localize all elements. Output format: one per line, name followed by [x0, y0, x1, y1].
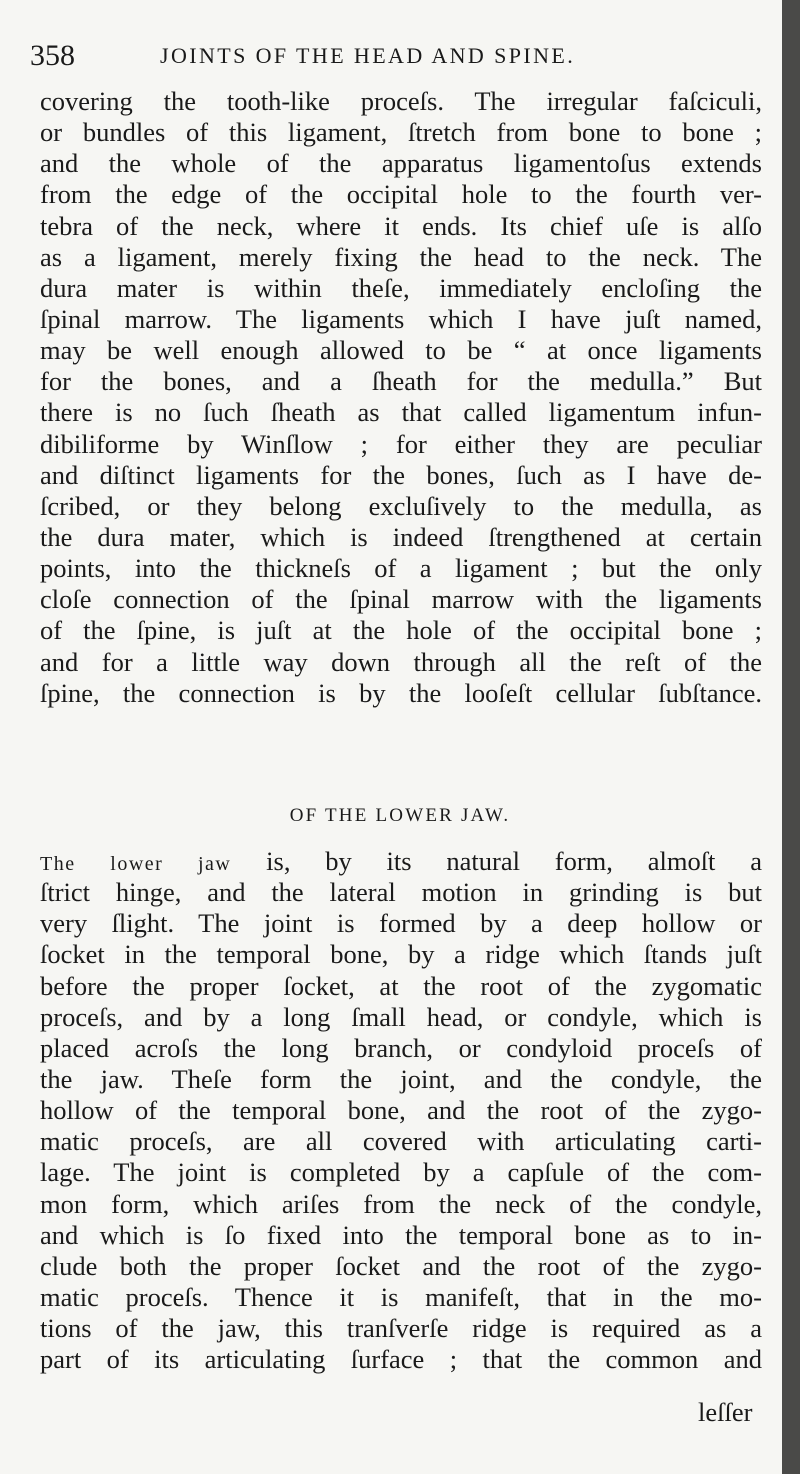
text-line: ſocket in the temporal bone, by a ridge which ſtands juſt — [40, 939, 762, 970]
text-line: or bundles of this ligament, ſtretch from bone to bone ; — [40, 117, 762, 148]
text-line: and which is ſo fixed into the temporal bone as to in- — [40, 1219, 762, 1250]
paragraph-ligaments — [40, 86, 762, 709]
text-line: dibiliforme by Winſlow ; for either they are peculiar — [40, 428, 762, 459]
text-line: and the whole of the apparatus ligamentoſus extends — [40, 148, 762, 179]
lead-small-caps: The lower jaw — [40, 853, 232, 875]
text-line: for the bones, and a ſheath for the medulla.” But — [40, 366, 762, 397]
text-line: tebra of the neck, where it ends. Its chief uſe is alſo — [40, 210, 762, 241]
text-line-first — [40, 846, 762, 877]
text-line: placed acroſs the long branch, or condyloid proceſs of — [40, 1032, 762, 1063]
text-line: from the edge of the occipital hole to the fourth ver- — [40, 179, 762, 210]
page-number: 358 — [30, 39, 75, 72]
text-line: the dura mater, which is indeed ſtrengthened at certain — [40, 521, 762, 552]
text-line: matic proceſs. Thence it is manifeſt, that in the mo- — [40, 1281, 762, 1312]
page-header — [30, 34, 770, 78]
text-line: ſcribed, or they belong excluſively to the medulla, as — [40, 490, 762, 521]
text-line: the jaw. Theſe form the joint, and the condyle, the — [40, 1063, 762, 1094]
first-line-rest: is, by its natural form, almoſt a — [231, 846, 762, 876]
text-line: there is no ſuch ſheath as that called ligamentum infun- — [40, 397, 762, 428]
text-line: as a ligament, merely fixing the head to the neck. The — [40, 241, 762, 272]
running-head: JOINTS OF THE HEAD AND SPINE. — [160, 43, 576, 68]
text-line: ſpine, the connection is by the looſeſt cellular ſubſtance. — [40, 677, 762, 708]
text-line: matic proceſs, are all covered with articulating carti- — [40, 1126, 762, 1157]
text-line: part of its articulating ſurface ; that the common and — [40, 1344, 762, 1375]
text-line: covering the tooth-like proceſs. The irregular faſciculi, — [40, 86, 762, 116]
text-line: cloſe connection of the ſpinal marrow with the ligaments — [40, 584, 762, 615]
text-line: ſpinal marrow. The ligaments which I have juſt named, — [40, 303, 762, 334]
text-line: and diſtinct ligaments for the bones, ſuch as I have de- — [40, 459, 762, 490]
text-line: dura mater is within theſe, immediately encloſing the — [40, 272, 762, 303]
text-line: before the proper ſocket, at the root of the zygomatic — [40, 970, 762, 1001]
catchword: leſſer — [698, 1397, 753, 1427]
text-line: hollow of the temporal bone, and the root of the zygo- — [40, 1095, 762, 1126]
section-heading: OF THE LOWER JAW. — [289, 805, 511, 826]
text-line: may be well enough allowed to be “ at once ligaments — [40, 335, 762, 366]
text-line: very ſlight. The joint is formed by a deep hollow or — [40, 908, 762, 939]
text-line: ſtrict hinge, and the lateral motion in grinding is but — [40, 877, 762, 908]
text-line: clude both the proper ſocket and the root of the zygo- — [40, 1250, 762, 1281]
text-line: proceſs, and by a long ſmall head, or condyle, which is — [40, 1001, 762, 1032]
text-line: of the ſpine, is juſt at the hole of the occipital bone ; — [40, 615, 762, 646]
text-line: tions of the jaw, this tranſverſe ridge is required as a — [40, 1313, 762, 1344]
text-line: points, into the thickneſs of a ligament ; but the only — [40, 553, 762, 584]
text-line: mon form, which ariſes from the neck of the condyle, — [40, 1188, 762, 1219]
paragraph-lower-jaw — [40, 846, 762, 1375]
text-line: lage. The joint is completed by a capſule of the com- — [40, 1157, 762, 1188]
text-line: and for a little way down through all the reſt of the — [40, 646, 762, 677]
